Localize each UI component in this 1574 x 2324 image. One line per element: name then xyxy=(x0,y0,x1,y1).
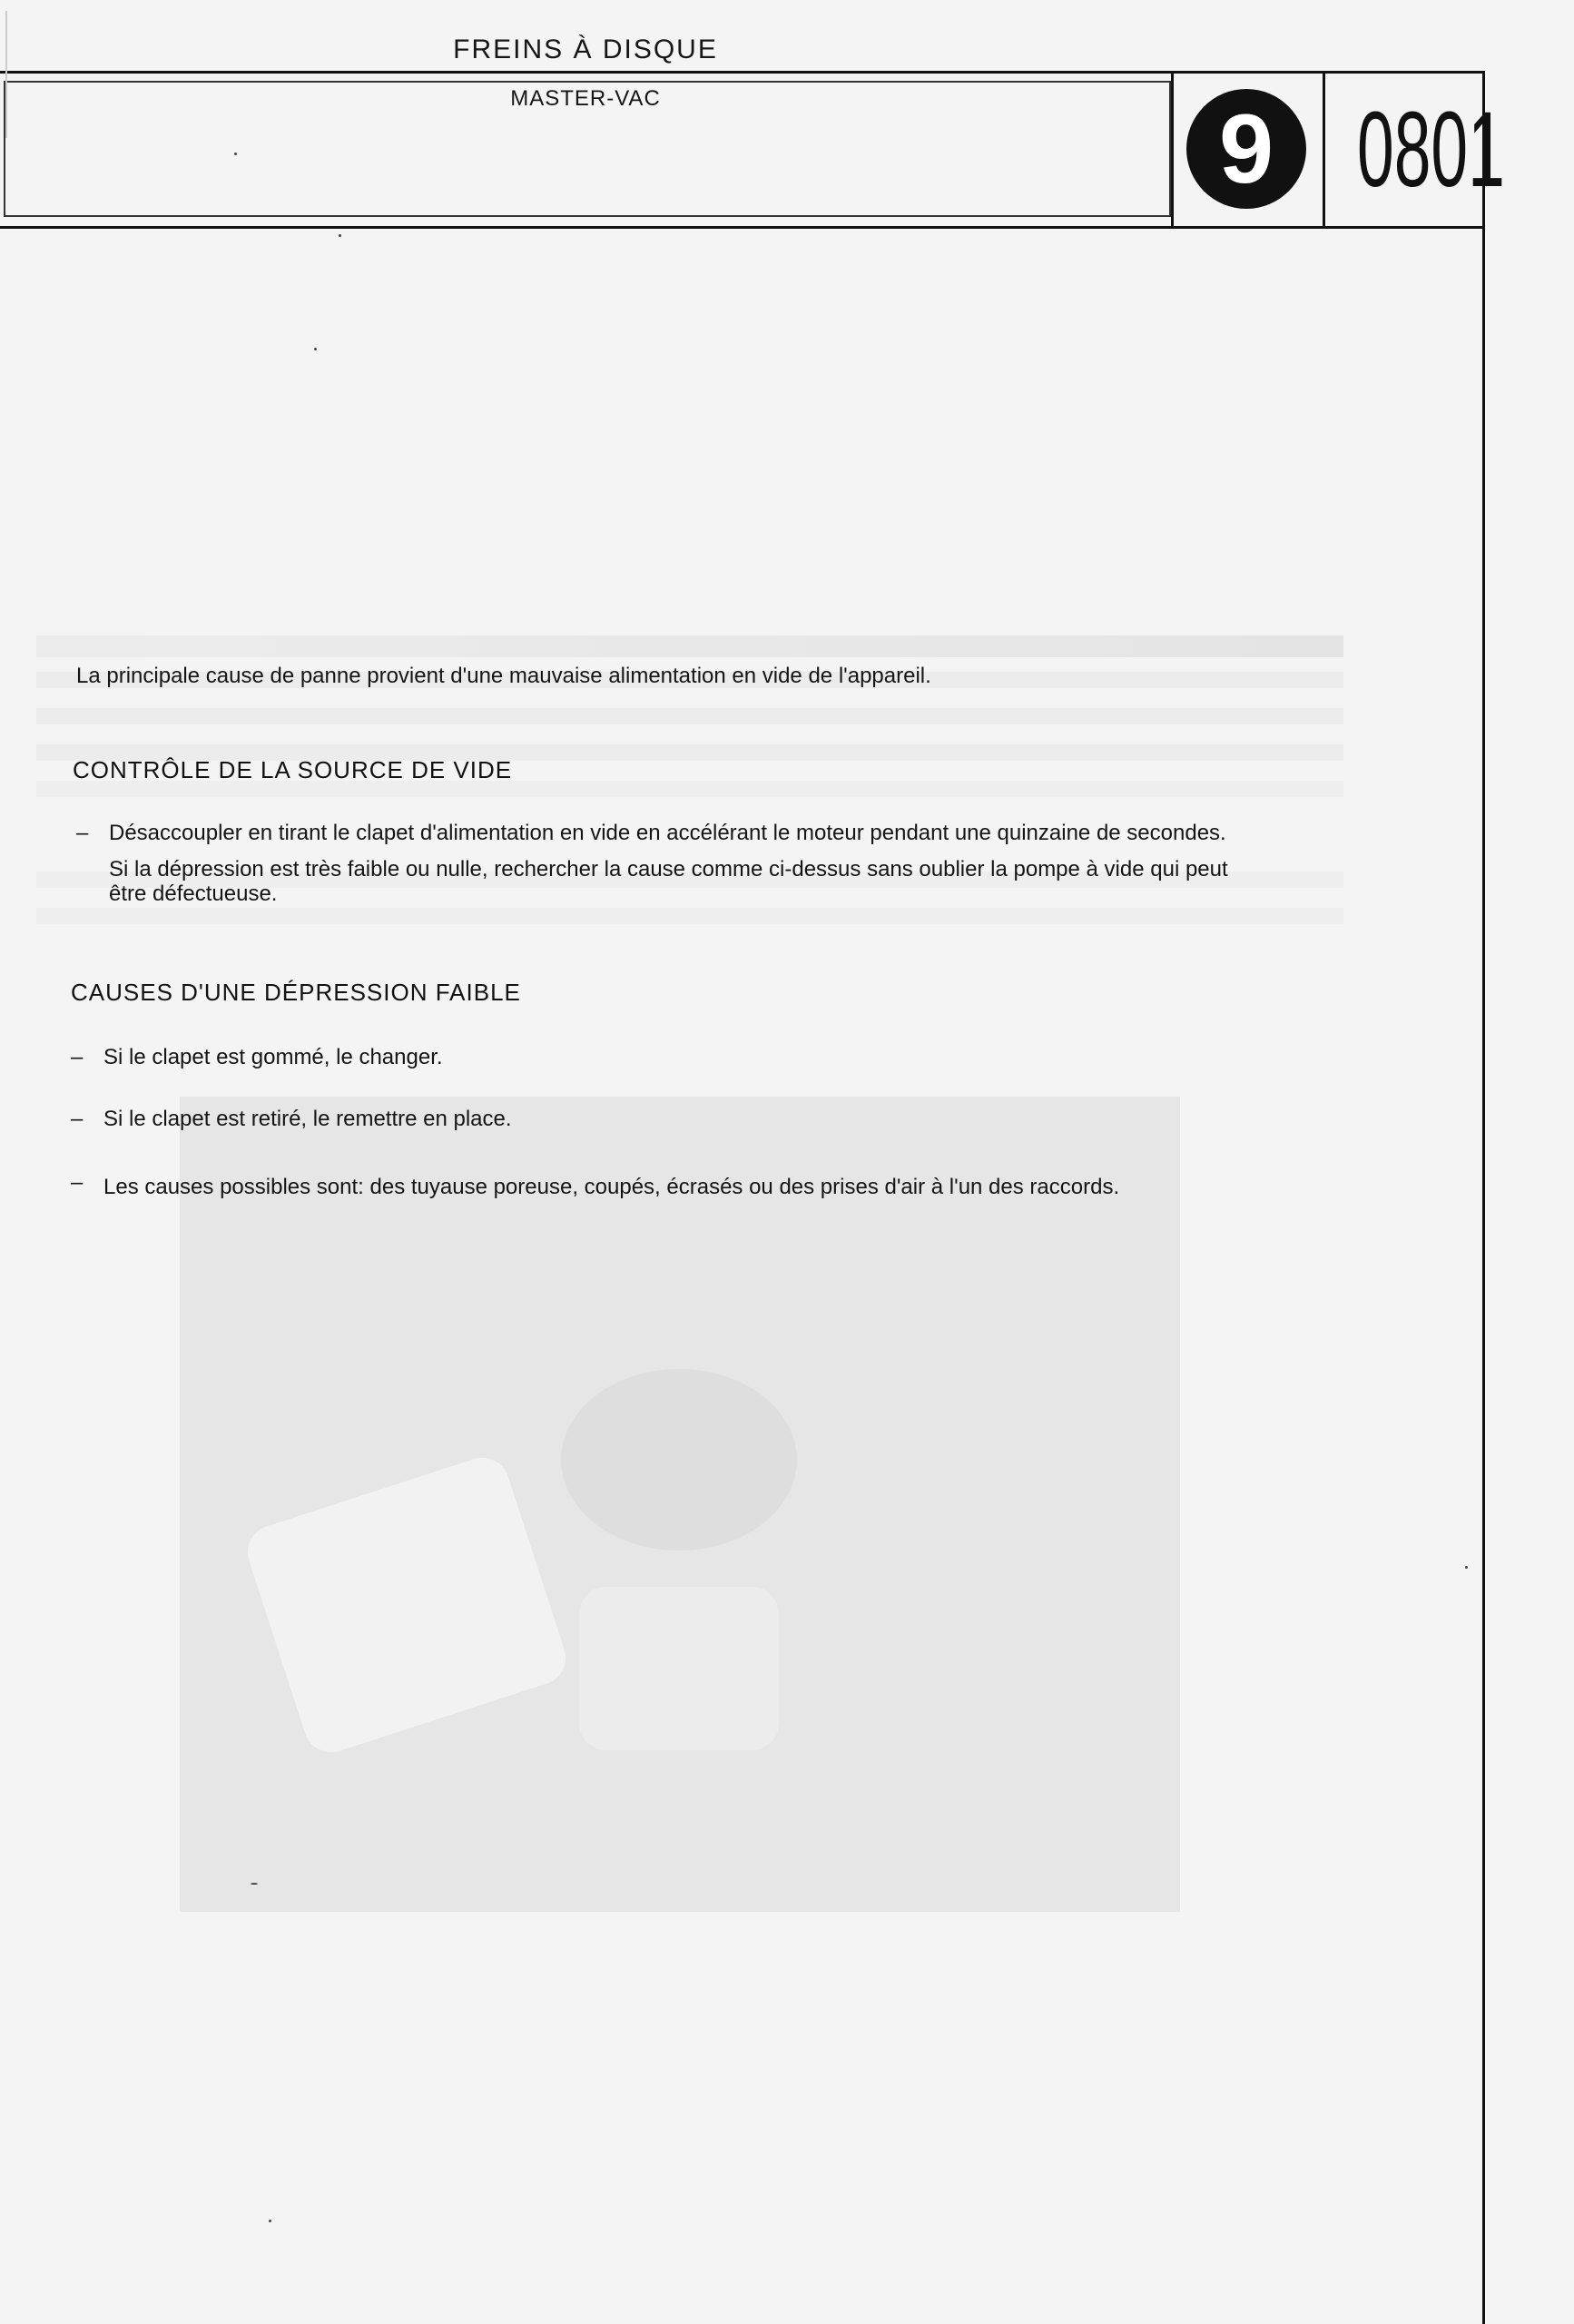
section-heading-vacuum-source: CONTRÔLE DE LA SOURCE DE VIDE xyxy=(73,756,513,783)
dust-speck xyxy=(234,153,237,155)
photo-highlight xyxy=(579,1587,779,1750)
photo-highlight xyxy=(241,1451,573,1759)
dust-speck xyxy=(1465,1566,1468,1569)
list-dash: – xyxy=(71,1170,84,1195)
page-title: FREINS À DISQUE xyxy=(453,34,718,64)
dust-speck xyxy=(339,234,341,237)
list-item-text: Si la dépression est très faible ou nulle, rechercher la cause comme ci-dessus sans oublier la pompe à vide qui peut xyxy=(109,857,1228,881)
dust-speck xyxy=(251,1883,258,1885)
bleed-through-line xyxy=(36,908,1343,924)
list-dash: – xyxy=(76,821,89,845)
list-dash: – xyxy=(71,1107,84,1131)
list-item-text: être défectueuse. xyxy=(109,881,278,906)
section-box xyxy=(1171,71,1325,229)
page-number: 0801 xyxy=(1357,90,1505,210)
section-number-badge: 9 xyxy=(1186,89,1306,209)
bleed-through-line xyxy=(36,635,1343,657)
list-item: Si le clapet est retiré, le remettre en place. xyxy=(103,1107,512,1131)
list-dash: – xyxy=(71,1045,84,1069)
list-item-text: Désaccoupler en tirant le clapet d'alimentation en vide en accélérant le moteur pendant une quinzaine de secondes. xyxy=(109,821,1226,845)
section-heading-low-depression: CAUSES D'UNE DÉPRESSION FAIBLE xyxy=(71,979,521,1006)
intro-text: La principale cause de panne provient d'une mauvaise alimentation en vide de l'appareil. xyxy=(76,664,931,688)
page-subtitle: MASTER-VAC xyxy=(510,86,661,111)
photo-highlight xyxy=(561,1369,797,1551)
faded-photo xyxy=(180,1097,1180,1912)
dust-speck xyxy=(269,2220,271,2222)
bleed-through-line xyxy=(36,708,1343,724)
bleed-through-stamp xyxy=(5,11,261,138)
list-item: Si le clapet est gommé, le changer. xyxy=(103,1045,443,1069)
list-item: Les causes possibles sont: des tuyause poreuse, coupés, écrasés ou des prises d'air à l'un des raccords. xyxy=(103,1175,1120,1199)
dust-speck xyxy=(314,348,317,350)
